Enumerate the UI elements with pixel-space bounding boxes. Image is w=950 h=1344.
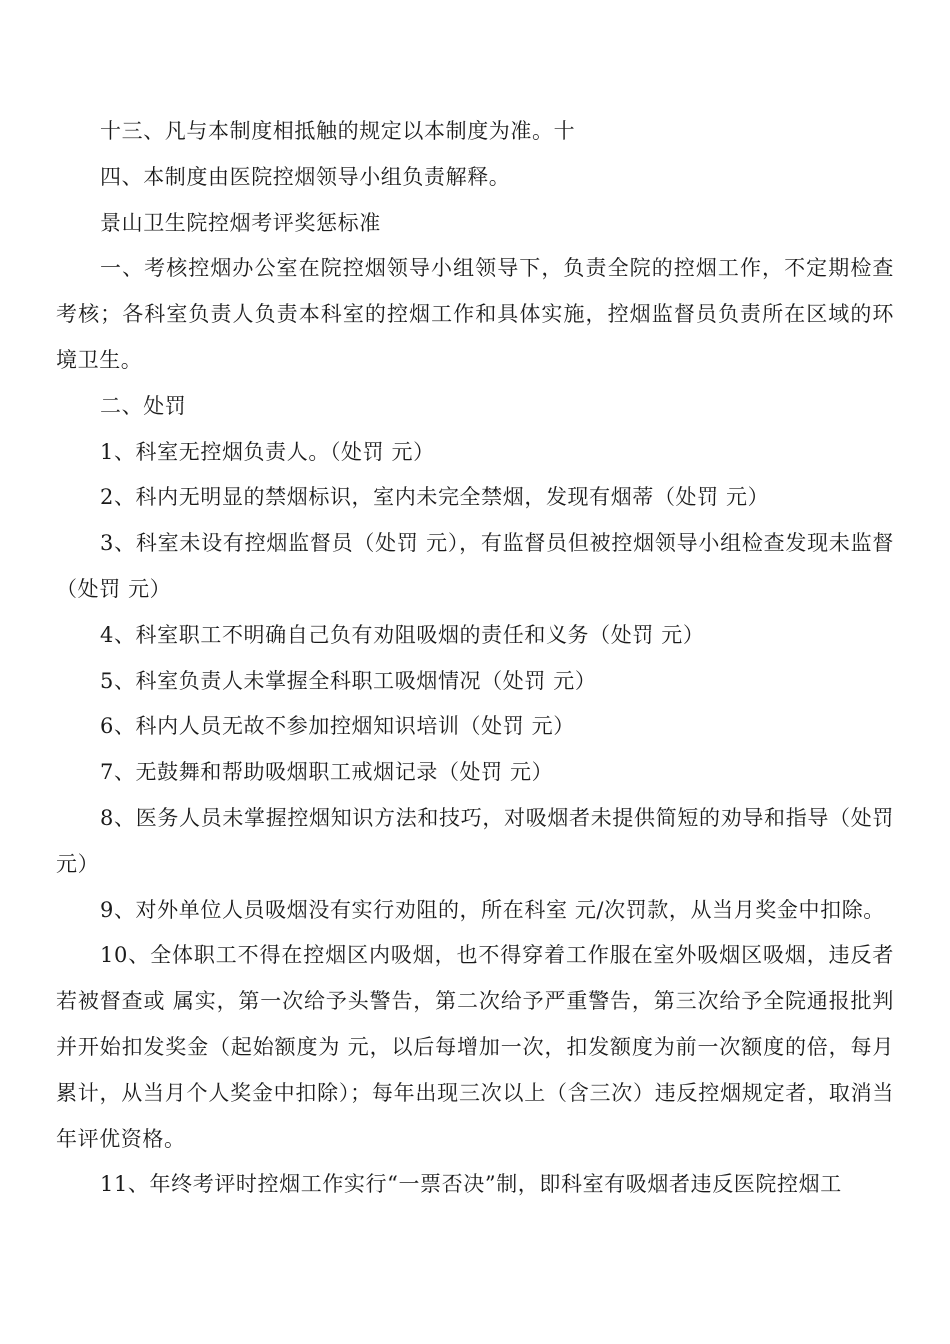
- penalty-item-2: 2、科内无明显的禁烟标识，室内未完全禁烟，发现有烟蒂（处罚 元）: [100, 485, 770, 510]
- penalty-item-8: 8、医务人员未掌握控烟知识方法和技巧，对吸烟者未提供简短的劝导和指导（处罚元）: [56, 805, 894, 876]
- penalty-item-1: 1、科室无控烟负责人。（处罚 元）: [100, 439, 435, 464]
- paragraph-assessment: 一、考核控烟办公室在院控烟领导小组领导下，负责全院的控烟工作，不定期检查考核；各科室负责人负责本科室的控烟工作和具体实施，控烟监督员负责所在区域的环境卫生。: [56, 256, 894, 372]
- penalty-item-5: 5、科室负责人未掌握全科职工吸烟情况（处罚 元）: [100, 668, 597, 693]
- penalty-item-11: 11、年终考评时控烟工作实行“一票否决”制，即科室有吸烟者违反医院控烟工: [100, 1172, 842, 1197]
- heading-penalties: 二、处罚: [100, 393, 187, 418]
- penalty-item-10: 10、全体职工不得在控烟区内吸烟，也不得穿着工作服在室外吸烟区吸烟，违反者若被督查或 属实，第一次给予头警告，第二次给予严重警告，第三次给予全院通报批判并开始扣发奖金（起始额度为 元，以后每增加一次，扣发额度为前一次额度的倍，每月累计，从当月个人奖金中扣除）；每年出现三次以上（含三次）违反控烟规定者，取消当年评优资格。: [56, 943, 894, 1151]
- penalty-item-9: 9、对外单位人员吸烟没有实行劝阻的，所在科室 元/次罚款，从当月奖金中扣除。: [100, 897, 885, 922]
- penalty-item-6: 6、科内人员无故不参加控烟知识培训（处罚 元）: [100, 714, 575, 739]
- penalty-item-7: 7、无鼓舞和帮助吸烟职工戒烟记录（处罚 元）: [100, 760, 554, 785]
- penalty-item-3: 3、科室未设有控烟监督员（处罚 元），有监督员但被控烟领导小组检查发现未监督（处罚 元）: [56, 531, 894, 601]
- section-title: 景山卫生院控烟考评奖惩标准: [100, 210, 381, 235]
- paragraph-14: 四、本制度由医院控烟领导小组负责解释。: [100, 164, 511, 189]
- document-body: [56, 109, 894, 1208]
- penalty-item-4: 4、科室职工不明确自己负有劝阻吸烟的责任和义务（处罚 元）: [100, 622, 705, 647]
- paragraph-13: 十三、凡与本制度相抵触的规定以本制度为准。十: [100, 119, 576, 143]
